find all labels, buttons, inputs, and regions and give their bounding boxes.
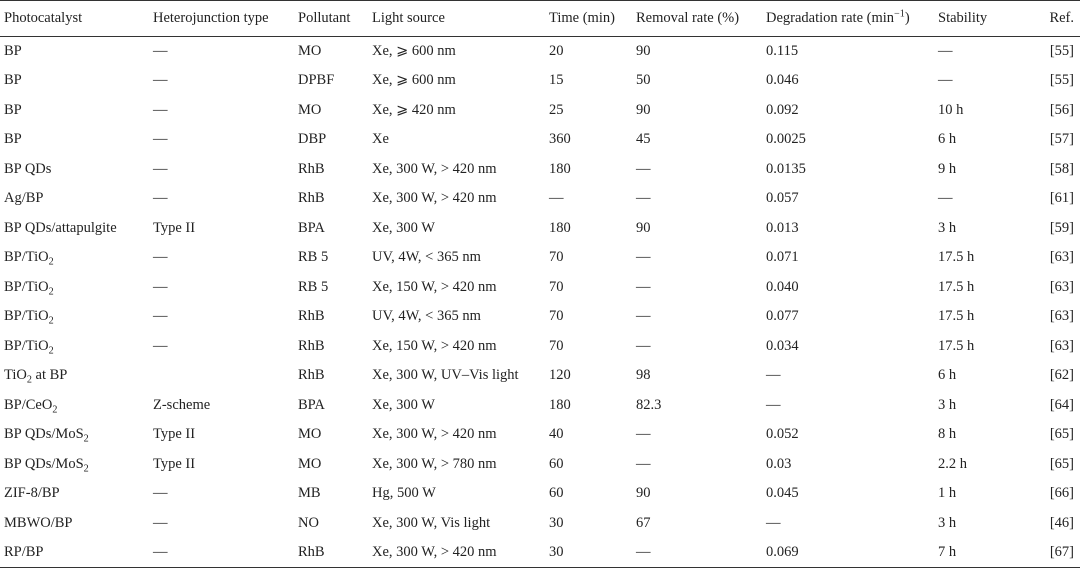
cell-removal-rate: 67 — [636, 514, 651, 531]
photocatalyst-name: BP — [4, 101, 22, 118]
cell-photocatalyst — [0, 450, 153, 480]
cell-time: 40 — [549, 426, 564, 443]
cell-light-source: Xe, 150 W, > 420 nm — [372, 278, 497, 295]
cell-degradation-rate: 0.046 — [766, 72, 799, 89]
cell-heterojunction: Z-scheme — [153, 396, 211, 413]
cell-stability: 9 h — [938, 160, 957, 177]
photocatalyst-subscript: 2 — [52, 404, 58, 416]
table-row — [0, 479, 1080, 509]
cell-heterojunction: — — [153, 131, 168, 148]
cell-ref: [66] — [1049, 485, 1074, 502]
cell-photocatalyst — [0, 37, 153, 67]
cell-time: 360 — [549, 131, 571, 148]
table-row — [0, 420, 1080, 450]
cell-pollutant: MO — [298, 455, 322, 472]
cell-light-source: Xe, 300 W — [372, 396, 435, 413]
cell-heterojunction: — — [153, 514, 168, 531]
cell-time: 70 — [549, 278, 564, 295]
photocatalyst-suffix: at BP — [31, 367, 68, 384]
cell-ref: [59] — [1049, 219, 1074, 236]
cell-degradation-rate: 0.040 — [766, 278, 799, 295]
cell-photocatalyst — [0, 420, 153, 450]
cell-stability: 3 h — [938, 396, 957, 413]
header-light-source: Light source — [372, 1, 549, 37]
cell-heterojunction: — — [153, 278, 168, 295]
cell-stability: 6 h — [938, 367, 957, 384]
cell-removal-rate: 90 — [636, 219, 651, 236]
cell-degradation-rate: 0.077 — [766, 308, 799, 325]
cell-removal-rate: 90 — [636, 485, 651, 502]
cell-ref: [61] — [1049, 190, 1074, 207]
photocatalyst-name: BP/TiO — [4, 308, 49, 325]
cell-ref: [55] — [1049, 43, 1074, 59]
cell-pollutant: DPBF — [298, 72, 335, 89]
cell-removal-rate: — — [636, 160, 651, 177]
cell-degradation-rate: 0.115 — [766, 43, 799, 59]
photocatalyst-name: BP QDs — [4, 160, 52, 177]
cell-degradation-rate: 0.092 — [766, 101, 799, 118]
cell-degradation-rate: 0.03 — [766, 455, 792, 472]
cell-stability: 17.5 h — [938, 249, 975, 266]
cell-time: 60 — [549, 455, 564, 472]
cell-pollutant: DBP — [298, 131, 327, 148]
header-removal-rate: Removal rate (%) — [636, 1, 766, 37]
cell-heterojunction: Type II — [153, 426, 196, 443]
cell-photocatalyst — [0, 361, 153, 391]
photocatalyst-subscript: 2 — [83, 433, 89, 445]
cell-photocatalyst — [0, 302, 153, 332]
cell-light-source: Xe, 300 W, Vis light — [372, 514, 491, 531]
cell-heterojunction: — — [153, 249, 168, 266]
cell-photocatalyst — [0, 391, 153, 421]
photocatalyst-subscript: 2 — [48, 315, 54, 327]
header-degradation-sup: −1 — [894, 8, 905, 20]
table-row — [0, 96, 1080, 126]
cell-pollutant: RB 5 — [298, 249, 329, 266]
photocatalyst-subscript: 2 — [26, 374, 32, 386]
cell-stability: 17.5 h — [938, 278, 975, 295]
cell-ref: [65] — [1049, 426, 1074, 443]
header-ref: Ref. — [1026, 1, 1080, 37]
photocatalyst-name: BP QDs/MoS — [4, 455, 84, 472]
cell-photocatalyst — [0, 243, 153, 273]
photocatalyst-subscript: 2 — [48, 256, 54, 268]
cell-degradation-rate: — — [766, 396, 781, 413]
table-row — [0, 66, 1080, 96]
cell-heterojunction: — — [153, 72, 168, 89]
cell-pollutant: RhB — [298, 190, 325, 207]
cell-photocatalyst — [0, 273, 153, 303]
cell-time: 25 — [549, 101, 564, 118]
cell-photocatalyst — [0, 155, 153, 185]
cell-removal-rate: 50 — [636, 72, 651, 89]
cell-ref: [67] — [1026, 538, 1080, 568]
cell-pollutant: RhB — [298, 538, 372, 568]
cell-time: 30 — [549, 514, 564, 531]
cell-heterojunction: — — [153, 101, 168, 118]
cell-removal-rate: — — [636, 455, 651, 472]
cell-ref: [63] — [1049, 308, 1074, 325]
cell-photocatalyst — [0, 538, 153, 568]
table-row — [0, 243, 1080, 273]
cell-stability: 17.5 h — [938, 337, 975, 354]
table-row — [0, 361, 1080, 391]
cell-time: 60 — [549, 485, 564, 502]
cell-heterojunction: Type II — [153, 455, 196, 472]
cell-time: 70 — [549, 337, 564, 354]
photocatalyst-subscript: 2 — [48, 286, 54, 298]
photocatalyst-subscript: 2 — [83, 463, 89, 475]
table-row — [0, 332, 1080, 362]
table-row — [0, 273, 1080, 303]
cell-light-source: Hg, 500 W — [372, 485, 436, 502]
cell-stability: — — [938, 190, 953, 207]
photocatalyst-name: MBWO/BP — [4, 514, 73, 531]
cell-ref: [63] — [1049, 337, 1074, 354]
table-body — [0, 37, 1080, 568]
cell-photocatalyst — [0, 214, 153, 244]
cell-stability: 8 h — [938, 426, 957, 443]
photocatalyst-name: BP/TiO — [4, 249, 49, 266]
cell-light-source: UV, 4W, < 365 nm — [372, 308, 481, 325]
cell-degradation-rate: 0.052 — [766, 426, 799, 443]
cell-degradation-rate: 0.071 — [766, 249, 799, 266]
cell-ref: [64] — [1049, 396, 1074, 413]
header-degradation-rate — [766, 1, 938, 37]
photocatalyst-name: BP/CeO — [4, 396, 53, 413]
cell-pollutant: MO — [298, 101, 322, 118]
cell-removal-rate: 82.3 — [636, 396, 662, 413]
cell-removal-rate: — — [636, 538, 766, 568]
table-row — [0, 302, 1080, 332]
cell-degradation-rate: 0.013 — [766, 219, 799, 236]
table-row — [0, 37, 1080, 67]
table-row — [0, 391, 1080, 421]
cell-time: 70 — [549, 249, 564, 266]
cell-stability: 3 h — [938, 219, 957, 236]
table-row — [0, 214, 1080, 244]
cell-photocatalyst — [0, 184, 153, 214]
table-row — [0, 125, 1080, 155]
cell-heterojunction: — — [153, 308, 168, 325]
header-stability: Stability — [938, 1, 1026, 37]
cell-heterojunction: — — [153, 485, 168, 502]
cell-photocatalyst — [0, 96, 153, 126]
cell-light-source: Xe, 300 W, > 420 nm — [372, 190, 497, 207]
cell-pollutant: MB — [298, 485, 321, 502]
cell-pollutant: RhB — [298, 160, 325, 177]
cell-removal-rate: — — [636, 278, 651, 295]
cell-light-source: Xe, ⩾ 600 nm — [372, 43, 456, 59]
cell-heterojunction: Type II — [153, 219, 196, 236]
cell-stability: 3 h — [938, 514, 957, 531]
photocatalyst-name: RP/BP — [4, 544, 44, 560]
cell-photocatalyst — [0, 332, 153, 362]
cell-heterojunction — [153, 361, 298, 391]
cell-stability: 6 h — [938, 131, 957, 148]
header-degradation-suffix: ) — [904, 10, 910, 26]
cell-heterojunction: — — [153, 337, 168, 354]
photocatalyst-name: Ag/BP — [4, 190, 44, 207]
cell-degradation-rate: 0.057 — [766, 190, 799, 207]
table-row — [0, 184, 1080, 214]
header-photocatalyst: Photocatalyst — [0, 1, 153, 37]
cell-time: 120 — [549, 367, 571, 384]
cell-time: 15 — [549, 72, 564, 89]
cell-pollutant: RhB — [298, 367, 325, 384]
cell-ref: [57] — [1049, 131, 1074, 148]
photocatalyst-name: BP — [4, 72, 22, 89]
cell-removal-rate: — — [636, 337, 651, 354]
photocatalyst-name: BP/TiO — [4, 337, 49, 354]
cell-time: 180 — [549, 219, 571, 236]
photocatalyst-name: BP — [4, 131, 22, 148]
cell-degradation-rate: 0.0135 — [766, 160, 806, 177]
cell-removal-rate: — — [636, 308, 651, 325]
cell-photocatalyst — [0, 125, 153, 155]
photocatalyst-subscript: 2 — [48, 345, 54, 357]
cell-light-source: Xe, 300 W, > 420 nm — [372, 426, 497, 443]
photocatalyst-name: BP QDs/MoS — [4, 426, 84, 443]
cell-light-source: Xe, 300 W, UV–Vis light — [372, 367, 519, 384]
cell-time: 180 — [549, 160, 571, 177]
table-row — [0, 450, 1080, 480]
cell-ref: [46] — [1049, 514, 1074, 531]
cell-stability: — — [938, 72, 953, 89]
cell-time: 180 — [549, 396, 571, 413]
cell-photocatalyst — [0, 509, 153, 539]
cell-removal-rate: — — [636, 190, 651, 207]
cell-heterojunction: — — [153, 190, 168, 207]
cell-light-source: Xe, 300 W — [372, 219, 435, 236]
cell-heterojunction: — — [153, 160, 168, 177]
cell-pollutant: BPA — [298, 219, 325, 236]
cell-degradation-rate: 0.034 — [766, 337, 799, 354]
cell-time: — — [549, 190, 564, 207]
photocatalyst-name: BP — [4, 43, 22, 59]
cell-pollutant: RB 5 — [298, 278, 329, 295]
table-row — [0, 509, 1080, 539]
cell-ref: [63] — [1049, 278, 1074, 295]
cell-ref: [58] — [1049, 160, 1074, 177]
cell-ref: [63] — [1049, 249, 1074, 266]
cell-photocatalyst — [0, 66, 153, 96]
cell-photocatalyst — [0, 479, 153, 509]
header-pollutant: Pollutant — [298, 1, 372, 37]
table-header-row — [0, 1, 1080, 37]
cell-time: 70 — [549, 308, 564, 325]
cell-removal-rate: 45 — [636, 131, 651, 148]
cell-light-source: Xe, 300 W, > 780 nm — [372, 455, 497, 472]
cell-pollutant: BPA — [298, 396, 325, 413]
cell-stability: 17.5 h — [938, 308, 975, 325]
cell-stability: 2.2 h — [938, 455, 967, 472]
photocatalyst-name: BP QDs/attapulgite — [4, 219, 117, 236]
cell-degradation-rate: — — [766, 514, 781, 531]
cell-degradation-rate: — — [766, 367, 781, 384]
photocatalyst-name: TiO — [4, 367, 27, 384]
cell-stability: 10 h — [938, 101, 964, 118]
cell-degradation-rate: 0.045 — [766, 485, 799, 502]
cell-pollutant: RhB — [298, 337, 325, 354]
cell-removal-rate: 98 — [636, 367, 651, 384]
cell-light-source: UV, 4W, < 365 nm — [372, 249, 481, 266]
cell-light-source: Xe, ⩾ 600 nm — [372, 72, 456, 89]
cell-ref: [65] — [1049, 455, 1074, 472]
cell-degradation-rate: 0.0025 — [766, 131, 806, 148]
cell-light-source: Xe, 300 W, > 420 nm — [372, 160, 497, 177]
photocatalyst-name: BP/TiO — [4, 278, 49, 295]
cell-removal-rate: — — [636, 426, 651, 443]
cell-stability: — — [938, 43, 953, 59]
cell-pollutant: NO — [298, 514, 319, 531]
cell-pollutant: MO — [298, 426, 322, 443]
cell-pollutant: RhB — [298, 308, 325, 325]
cell-heterojunction: — — [153, 538, 298, 568]
cell-pollutant: MO — [298, 43, 322, 59]
cell-removal-rate: — — [636, 249, 651, 266]
cell-light-source: Xe — [372, 131, 389, 148]
cell-stability: 1 h — [938, 485, 957, 502]
cell-time: 20 — [549, 43, 564, 59]
cell-ref: [62] — [1049, 367, 1074, 384]
header-heterojunction: Heterojunction type — [153, 1, 298, 37]
header-time: Time (min) — [549, 1, 636, 37]
table-row — [0, 538, 1080, 568]
cell-ref: [56] — [1049, 101, 1074, 118]
header-degradation-prefix: Degradation rate (min — [766, 10, 895, 26]
cell-light-source: Xe, ⩾ 420 nm — [372, 101, 456, 118]
cell-time: 30 — [549, 538, 636, 568]
table-row — [0, 155, 1080, 185]
cell-light-source: Xe, 150 W, > 420 nm — [372, 337, 497, 354]
cell-stability: 7 h — [938, 538, 1026, 568]
cell-light-source: Xe, 300 W, > 420 nm — [372, 538, 549, 568]
cell-ref: [55] — [1049, 72, 1074, 89]
cell-heterojunction: — — [153, 43, 168, 59]
photocatalyst-name: ZIF-8/BP — [4, 485, 60, 502]
cell-degradation-rate: 0.069 — [766, 538, 938, 568]
cell-removal-rate: 90 — [636, 101, 651, 118]
cell-removal-rate: 90 — [636, 43, 651, 59]
